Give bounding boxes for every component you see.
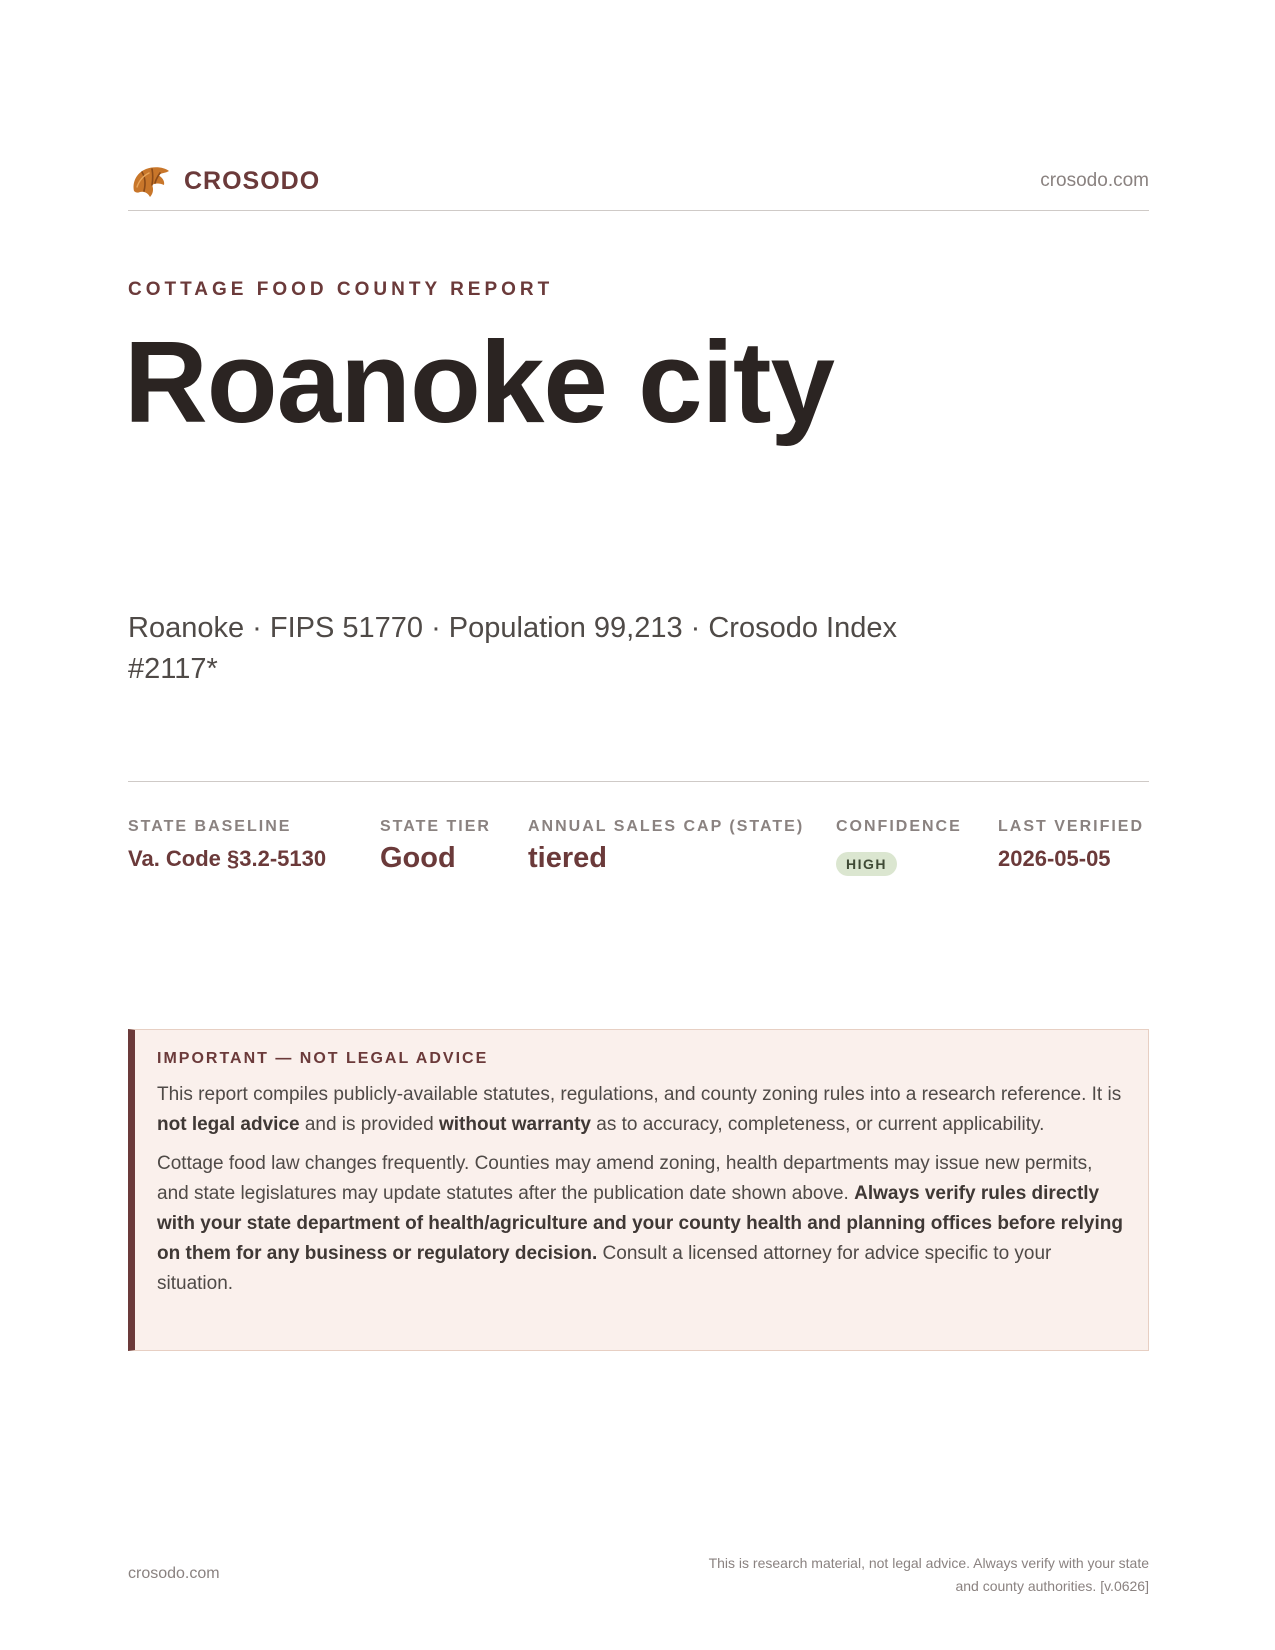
footer-disclaimer-line: and county authorities. [v.0626] <box>955 1578 1149 1594</box>
report-kicker: COTTAGE FOOD COUNTY REPORT <box>128 279 554 300</box>
stat-state-tier <box>380 818 491 875</box>
stat-value: 2026-05-05 <box>998 846 1111 871</box>
header-divider <box>128 210 1149 211</box>
footer-site-url[interactable]: crosodo.com <box>128 1565 220 1582</box>
footer-disclaimer <box>589 1552 1149 1598</box>
brand-name: CROSODO <box>184 166 321 195</box>
stat-last-verified <box>998 818 1144 872</box>
notice-text: Cottage food law changes frequently. Counties may amend zoning, health departments may issue new permits, and state legislatures may update statutes after the publication date shown above. <box>157 1153 1093 1204</box>
notice-paragraph-2 <box>157 1149 1126 1299</box>
notice-emphasis: Always verify rules directly with your state department of health/agriculture and your county health and planning offices before relying on them for any business or regulatory decision. <box>157 1183 1123 1264</box>
stat-label: CONFIDENCE <box>836 818 962 835</box>
stat-value: Va. Code §3.2-5130 <box>128 846 327 871</box>
stat-label: LAST VERIFIED <box>998 818 1145 835</box>
stat-value: Good <box>380 842 456 874</box>
notice-text: This report compiles publicly-available statutes, regulations, and county zoning rules into a research reference. It is <box>157 1084 1122 1105</box>
footer-disclaimer-line: This is research material, not legal advice. Always verify with your state <box>708 1555 1149 1571</box>
stats-divider <box>128 781 1149 782</box>
brand <box>128 161 320 201</box>
site-url-link[interactable]: crosodo.com <box>1040 170 1149 191</box>
stat-sales-cap <box>528 818 804 875</box>
notice-text: as to accuracy, completeness, or current applicability. <box>590 1114 1045 1135</box>
stat-label: STATE TIER <box>380 818 491 835</box>
notice-text: Consult a licensed attorney for advice specific to your situation. <box>157 1243 1052 1294</box>
stat-label: STATE BASELINE <box>128 818 292 835</box>
stat-label: ANNUAL SALES CAP (STATE) <box>528 818 805 835</box>
notice-text: and is provided <box>299 1114 439 1135</box>
report-page <box>124 0 1149 1650</box>
notice-title: IMPORTANT — NOT LEGAL ADVICE <box>157 1050 489 1067</box>
page-header <box>128 158 1149 204</box>
notice-emphasis: not legal advice <box>157 1114 300 1135</box>
county-subtitle: Roanoke · FIPS 51770 · Population 99,213 · Crosodo Index #2117* <box>128 612 897 685</box>
confidence-badge: HIGH <box>836 852 897 876</box>
stat-confidence <box>836 818 962 876</box>
croissant-icon <box>128 161 172 201</box>
legal-notice <box>128 1029 1149 1351</box>
notice-paragraph-1 <box>157 1080 1126 1140</box>
stats-row <box>128 818 1149 888</box>
stat-state-baseline <box>128 818 326 872</box>
county-title: Roanoke city <box>124 317 834 447</box>
stat-value: tiered <box>528 842 607 874</box>
notice-emphasis: without warranty <box>438 1114 591 1135</box>
